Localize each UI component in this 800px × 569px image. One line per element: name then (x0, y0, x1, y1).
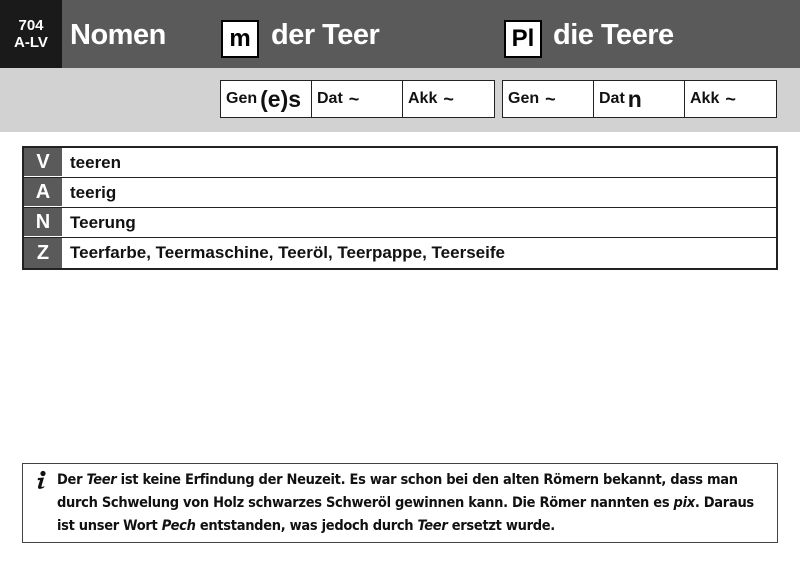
entry-id-box (0, 0, 62, 68)
row-text: Teerung (70, 212, 136, 232)
case-ending: n (627, 85, 642, 112)
term-pech: Pech (161, 518, 196, 534)
entry-level: A-LV (14, 34, 48, 51)
term-pix: pix (673, 495, 695, 511)
case-akk-singular: Akk ~ (408, 88, 454, 109)
word-family-row-compounds (24, 238, 776, 268)
case-ending: ~ (443, 88, 454, 109)
plural-marker: Pl (504, 20, 542, 58)
word-family-row-adjective (24, 178, 776, 208)
case-ending: ~ (725, 88, 736, 109)
row-letter: A (24, 178, 62, 207)
row-letter: V (24, 148, 62, 177)
case-dat-singular: Dat ~ (312, 81, 403, 117)
word-family-row-verb (24, 148, 776, 178)
header-bar (0, 0, 800, 68)
case-ending: ~ (545, 88, 556, 109)
row-text: teeren (70, 152, 122, 172)
word-family-row-noun (24, 208, 776, 238)
info-box: Der Teer ist keine Erfindung der Neuzeit. Es war schon bei den alten Römern bekannt, dass man durch Schwelung von Holz schwarzes Schweröl gewinnen kann. Die Römer nannten es pix. Daraus ist unser Wort Pech entstanden, was jedoch durch Teer ersetzt wurde. (22, 463, 778, 543)
case-ending: (e)s (260, 85, 302, 112)
row-text: teerig (70, 182, 117, 202)
case-gen-plural: Gen ~ (503, 81, 594, 117)
entry-number: 704 (18, 17, 44, 34)
row-text: Teerfarbe, Teermaschine, Teeröl, Teerpappe, Teerseife (70, 243, 505, 262)
case-akk-plural: Akk ~ (690, 88, 736, 109)
gender-marker: m (221, 20, 259, 58)
info-i-icon (32, 470, 50, 490)
row-letter: N (24, 208, 62, 237)
plural-cases (502, 80, 777, 118)
case-dat-plural: Dat n (594, 81, 685, 117)
row-letter: Z (24, 238, 62, 268)
singular-cases (220, 80, 495, 118)
singular-form: der Teer (271, 19, 380, 51)
case-ending: ~ (348, 88, 360, 109)
term-teer-2: Teer (417, 518, 448, 534)
plural-form: die Teere (553, 19, 674, 51)
case-gen-singular: Gen (e)s (221, 81, 312, 117)
word-family-table (22, 146, 778, 270)
word-class: Nomen (70, 19, 166, 51)
term-teer: Teer (86, 472, 117, 488)
